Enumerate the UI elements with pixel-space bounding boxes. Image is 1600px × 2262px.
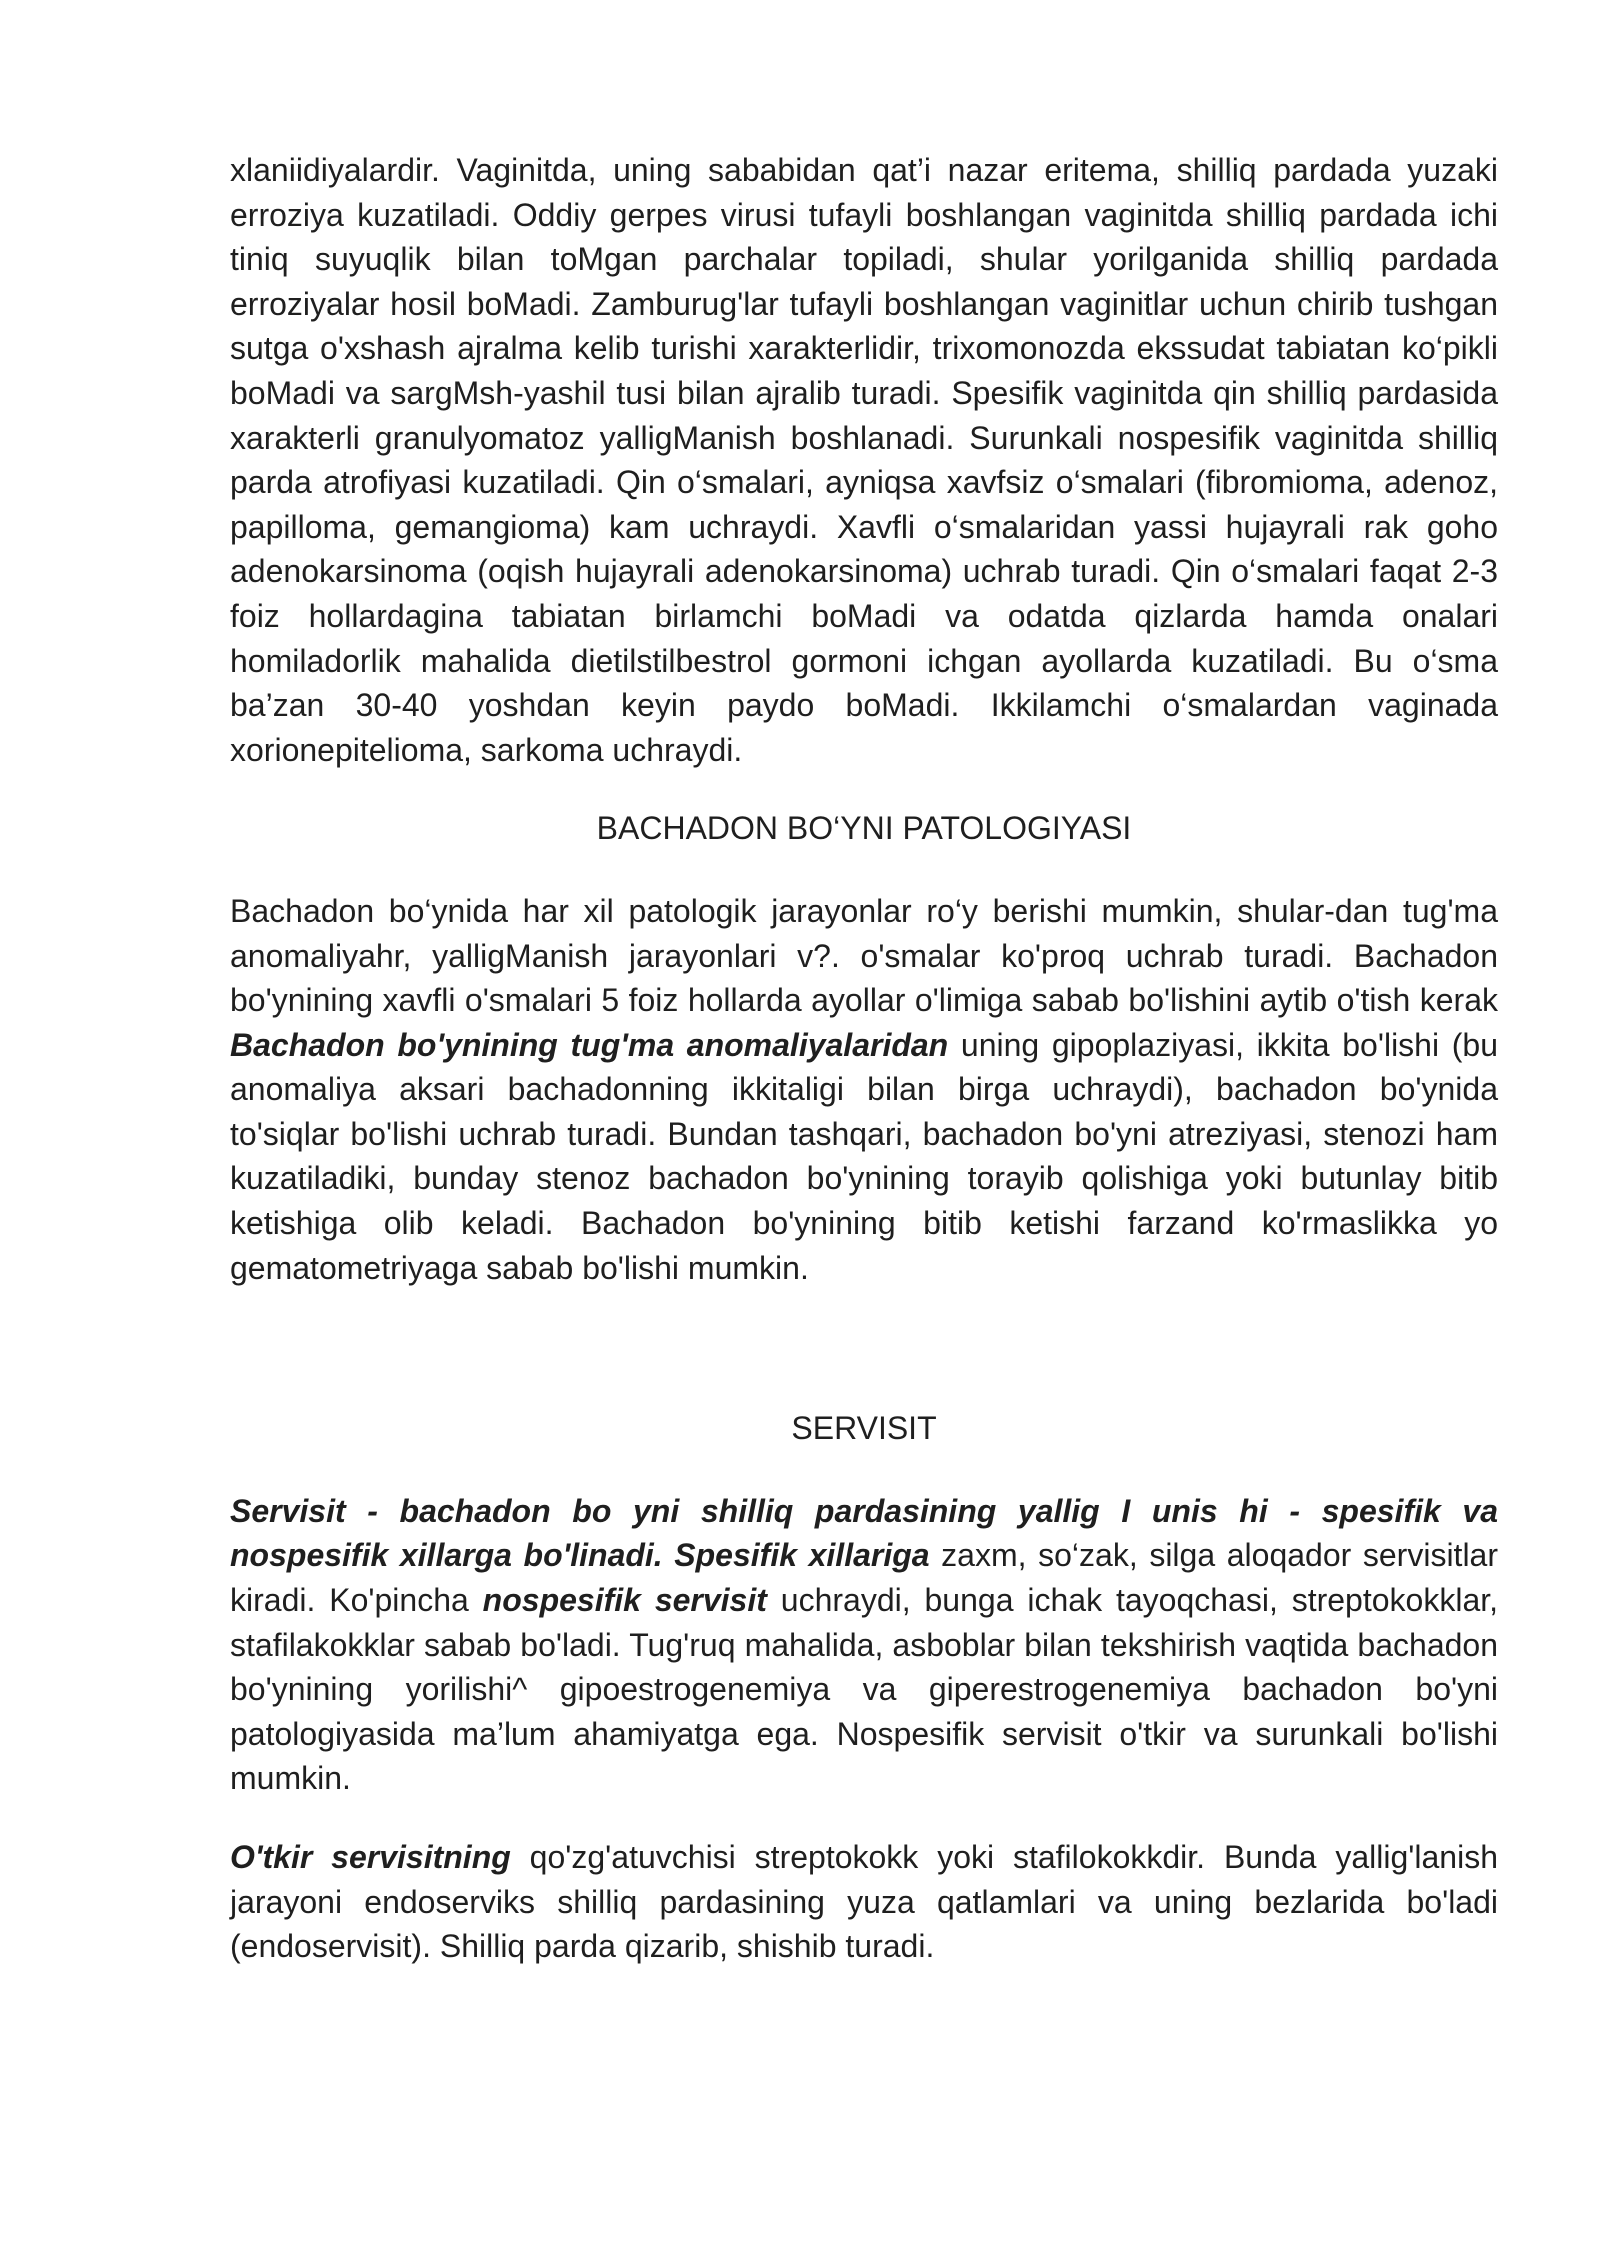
emphasized-term: Servisit - bachadon bo yni shilliq pardasining yallig I unis hi - spesifik va nospesifik xillarga bo'linadi. Spesifik xillariga	[230, 1492, 1498, 1574]
paragraph-text: Bachadon bo‘ynida har xil patologik jarayonlar ro‘y berishi mumkin, shular-dan tug'ma anomaliyahr, yalligManish jarayonlari v?. o'smalar ko'proq uchrab turadi. Bachadon bo'ynining xavfli o'smalari 5 foiz hollarda ayollar o'limiga sabab bo'lishini aytib o'tish kerak	[230, 892, 1498, 1019]
body-paragraph	[230, 889, 1498, 1290]
emphasized-term: O'tkir servisitning	[230, 1839, 511, 1875]
section-heading: SERVISIT	[791, 1410, 937, 1447]
paragraph-text: zaxm, so‘zak, silga aloqador servisitlar kiradi. Ko'pincha	[230, 1537, 1499, 1619]
document-page	[230, 148, 1498, 1969]
emphasized-term: nospesifik servisit	[482, 1582, 767, 1619]
paragraph-text: qo'zg'atuvchisi streptokokk yoki stafilokokkdir. Bunda yallig'lanish jarayoni endoserviks shilliq pardasining yuza qatlamlari va uning bezlarida bo'ladi (endoservisit). Shilliq parda qizarib, shishib turadi.	[230, 1839, 1499, 1965]
paragraph-text: uning gipoplaziyasi, ikkita bo'lishi (bu anomaliya aksari bachadonning ikkitaligi bilan birga uchraydi), bachadon bo'ynida to'siqlar bo'lishi uchrab turadi. Bundan tashqari, bachadon bo'yni atreziyasi, stenozi ham kuzatiladiki, bunday stenoz bachadon bo'ynining torayib qolishiga yoki butunlay bitib ketishiga olib keladi. Bachadon bo'ynining bitib ketishi farzand ko'rmaslikka yo gematometriyaga sabab bo'lishi mumkin.	[230, 1026, 1499, 1286]
emphasized-term: Bachadon bo'ynining tug'ma anomaliyalaridan	[230, 1026, 949, 1063]
body-paragraph	[230, 1489, 1498, 1801]
section-heading: BACHADON BO‘YNI PATOLOGIYASI	[596, 810, 1132, 847]
paragraph-text: uchraydi, bunga ichak tayoqchasi, streptokokklar, stafilakokklar sabab bo'ladi. Tug'ruq mahalida, asboblar bilan tekshirish vaqtida bachadon bo'ynining yorilishi^ gipoestrogenemiya va giperestrogenemiya bachadon bo'yni patologiyasida ma’lum ahamiyatga ega. Nospesifik servisit o'tkir va surunkali bo'lishi mumkin.	[230, 1582, 1499, 1797]
body-paragraph	[230, 1835, 1498, 1969]
body-paragraph: xlaniidiyalardir. Vaginitda, uning sababidan qat’i nazar eritema, shilliq pardada yuzaki erroziya kuzatiladi. Oddiy gerpes virusi tufayli boshlangan vaginitda shilliq pardada ichi tiniq suyuqlik bilan toMgan parchalar topiladi, shular yorilganida shilliq pardada erroziyalar hosil boMadi. Zamburug'lar tufayli boshlangan vaginitlar uchun chirib tushgan sutga o'xshash ajralma kelib turishi xarakterlidir, trixomonozda ekssudat tabiatan ko‘pikli boMadi va sargMsh-yashil tusi bilan ajralib turadi. Spesifik vaginitda qin shilliq pardasida xarakterli granulyomatoz yalligManish boshlanadi. Surunkali nospesifik vaginitda shilliq parda atrofiyasi kuzatiladi. Qin o‘smalari, ayniqsa xavfsiz o‘smalari (fibromioma, adenoz, papilloma, gemangioma) kam uchraydi. Xavfli o‘smalaridan yassi hujayrali rak goho adenokarsinoma (oqish hujayrali adenokarsinoma) uchrab turadi. Qin o‘smalari faqat 2-3 foiz hollardagina tabiatan birlamchi boMadi va odatda qizlarda hamda onalari homiladorlik mahalida dietilstilbestrol gormoni ichgan ayollarda kuzatiladi. Bu o‘sma ba’zan 30-40 yoshdan keyin paydo boMadi. Ikkilamchi o‘smalardan vaginada xorionepitelioma, sarkoma uchraydi.	[230, 152, 1498, 768]
